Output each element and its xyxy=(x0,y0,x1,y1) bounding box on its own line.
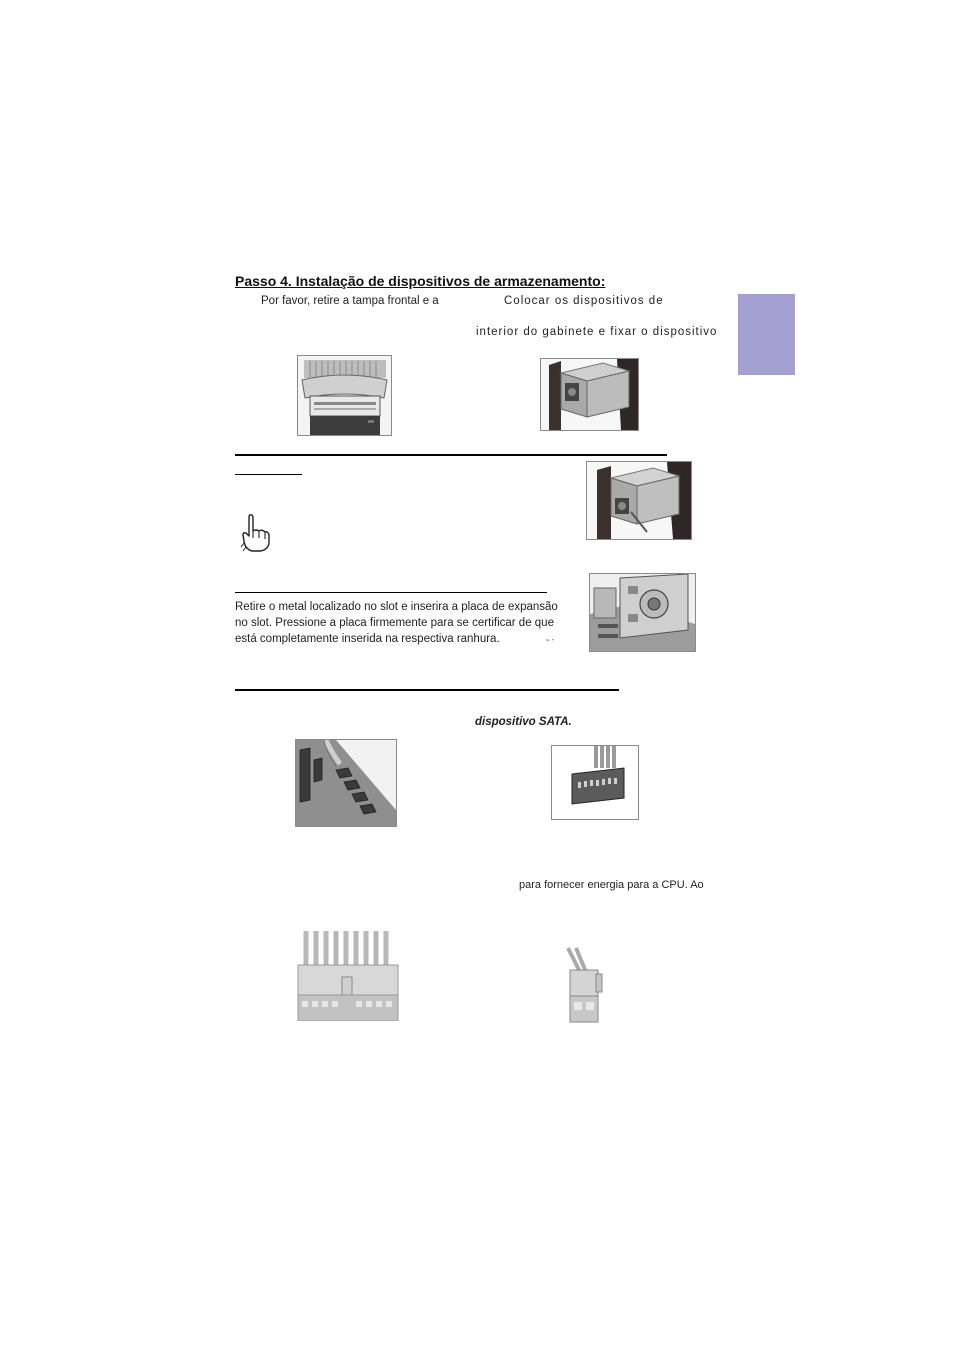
section-rule-1 xyxy=(235,454,667,456)
cpu-power-caption: para fornecer energia para a CPU. Ao xyxy=(519,879,704,891)
expansion-paragraph-line-3: está completamente inserida na respectiva ranhura. xyxy=(235,633,500,645)
drive-installed-illustration xyxy=(586,461,692,540)
sata-caption: dispositivo SATA. xyxy=(475,716,572,728)
intro-right-text-2: interior do gabinete e fixar o dispositivo xyxy=(476,326,718,338)
front-bay-illustration xyxy=(297,355,392,436)
sata-power-connector-illustration xyxy=(551,745,639,820)
section-side-tab xyxy=(738,294,795,375)
drive-bay-illustration xyxy=(540,358,639,431)
section-rule-3 xyxy=(235,689,619,691)
intro-left-text: Por favor, retire a tampa frontal e a xyxy=(261,295,439,307)
cpu-power-connector-illustration xyxy=(560,946,610,1024)
sata-board-connectors-illustration xyxy=(295,739,397,827)
expansion-paragraph-line-1: Retire o metal localizado no slot e inserira a placa de expansão xyxy=(235,601,558,613)
section-rule-2 xyxy=(235,592,547,593)
page-title: Passo 4. Instalação de dispositivos de armazenamento: xyxy=(235,273,606,289)
expansion-card-paragraph xyxy=(235,599,580,647)
stray-marks: ˜ ´ xyxy=(546,638,555,648)
intro-right-text-1: Colocar os dispositivos de xyxy=(504,295,664,307)
pointing-hand-icon xyxy=(240,513,272,553)
atx-power-connector-illustration xyxy=(296,931,399,1021)
expansion-paragraph-line-2: no slot. Pressione a placa firmemente para se certificar de que xyxy=(235,617,554,629)
section-rule-1-short xyxy=(235,474,302,475)
expansion-card-illustration xyxy=(589,573,696,652)
